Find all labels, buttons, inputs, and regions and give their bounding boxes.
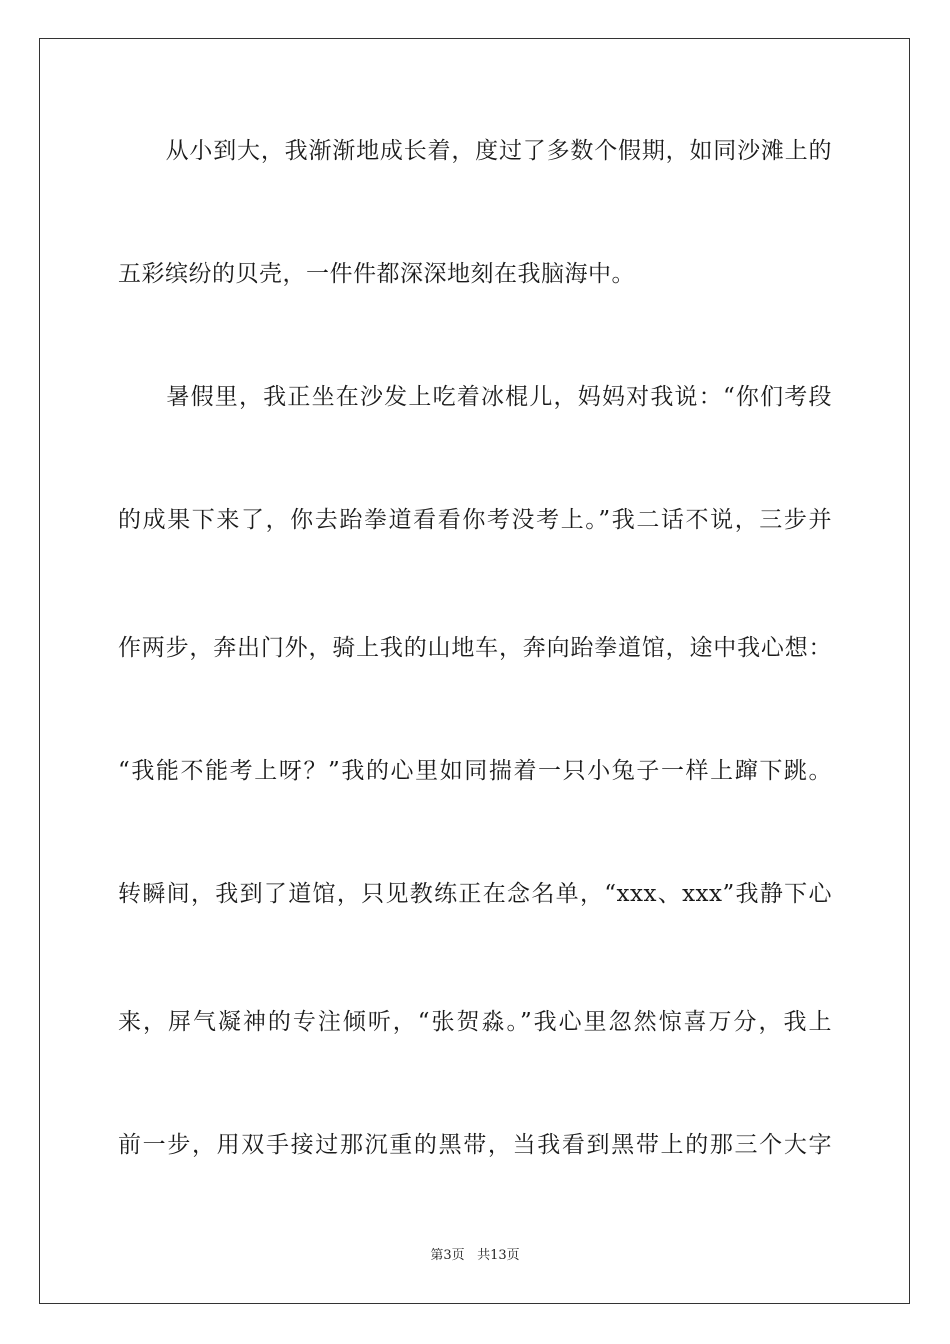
page-number: 第3页 — [430, 1248, 465, 1263]
page-frame — [39, 38, 910, 1304]
text-line-9: 前一步，用双手接过那沉重的黑带，当我看到黑带上的那三个大字 — [118, 1132, 832, 1158]
text-line-4: 的成果下来了，你去跆拳道看看你考没考上。”我二话不说，三步并 — [118, 507, 832, 533]
text-line-3: 暑假里，我正坐在沙发上吃着冰棍儿，妈妈对我说：“你们考段 — [118, 384, 832, 410]
page-footer — [0, 1247, 950, 1265]
text-line-5: 作两步，奔出门外，骑上我的山地车，奔向跆拳道馆，途中我心想： — [118, 635, 832, 661]
text-line-8: 来，屏气凝神的专注倾听，“张贺淼。”我心里忽然惊喜万分，我上 — [118, 1009, 832, 1035]
text-line-2: 五彩缤纷的贝壳，一件件都深深地刻在我脑海中。 — [118, 261, 635, 287]
text-line-1: 从小到大，我渐渐地成长着，度过了多数个假期，如同沙滩上的 — [118, 138, 832, 164]
text-line-7: 转瞬间，我到了道馆，只见教练正在念名单，“xxx、xxx”我静下心 — [118, 881, 832, 907]
page-total: 共13页 — [477, 1248, 520, 1263]
text-line-6: “我能不能考上呀？”我的心里如同揣着一只小兔子一样上蹿下跳。 — [118, 758, 832, 784]
